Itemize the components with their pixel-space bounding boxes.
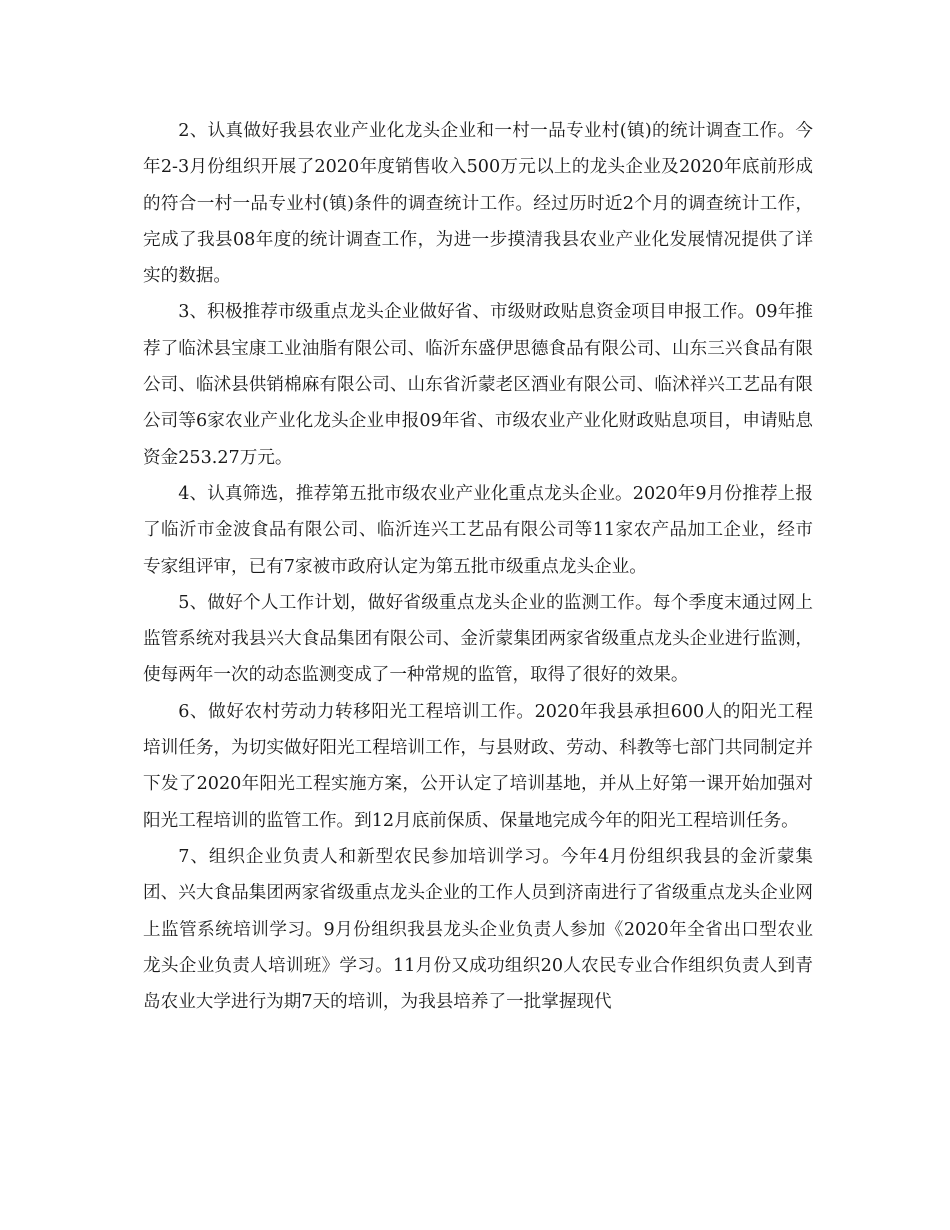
paragraph-item-7: 7、组织企业负责人和新型农民参加培训学习。今年4月份组织我县的金沂蒙集团、兴大食品集团两家省级重点龙头企业的工作人员到济南进行了省级重点龙头企业网上监管系统培训学习。9月份组织我县龙头企业负责人参加《2020年全省出口型农业龙头企业负责人培训班》学习。11月份又成功组织20人农民专业合作组织负责人到青岛农业大学进行为期7天的培训，为我县培养了一批掌握现代 xyxy=(143,846,813,1013)
paragraph-item-2: 2、认真做好我县农业产业化龙头企业和一村一品专业村(镇)的统计调查工作。今年2-3月份组织开展了2020年度销售收入500万元以上的龙头企业及2020年底前形成的符合一村一品专业村(镇)条件的调查统计工作。经过历时近2个月的调查统计工作，完成了我县08年度的统计调查工作，为进一步摸清我县农业产业化发展情况提供了详实的数据。 xyxy=(143,121,813,287)
document-body xyxy=(143,113,813,1020)
paragraph-item-6: 6、做好农村劳动力转移阳光工程培训工作。2020年我县承担600人的阳光工程培训任务，为切实做好阳光工程培训工作，与县财政、劳动、科教等七部门共同制定并下发了2020年阳光工程实施方案，公开认定了培训基地，并从上好第一课开始加强对阳光工程培训的监管工作。到12月底前保质、保量地完成今年的阳光工程培训任务。 xyxy=(143,701,813,831)
paragraph-item-5: 5、做好个人工作计划，做好省级重点龙头企业的监测工作。每个季度末通过网上监管系统对我县兴大食品集团有限公司、金沂蒙集团两家省级重点龙头企业进行监测，使每两年一次的动态监测变成了一种常规的监管，取得了很好的效果。 xyxy=(143,592,813,686)
paragraph-item-3: 3、积极推荐市级重点龙头企业做好省、市级财政贴息资金项目申报工作。09年推荐了临沭县宝康工业油脂有限公司、临沂东盛伊思德食品有限公司、山东三兴食品有限公司、临沭县供销棉麻有限公司、山东省沂蒙老区酒业有限公司、临沭祥兴工艺品有限公司等6家农业产业化龙头企业申报09年省、市级农业产业化财政贴息项目，申请贴息资金253.27万元。 xyxy=(143,302,813,468)
paragraph-item-4: 4、认真筛选，推荐第五批市级农业产业化重点龙头企业。2020年9月份推荐上报了临沂市金波食品有限公司、临沂连兴工艺品有限公司等11家农产品加工企业，经市专家组评审，已有7家被市政府认定为第五批市级重点龙头企业。 xyxy=(143,483,813,577)
